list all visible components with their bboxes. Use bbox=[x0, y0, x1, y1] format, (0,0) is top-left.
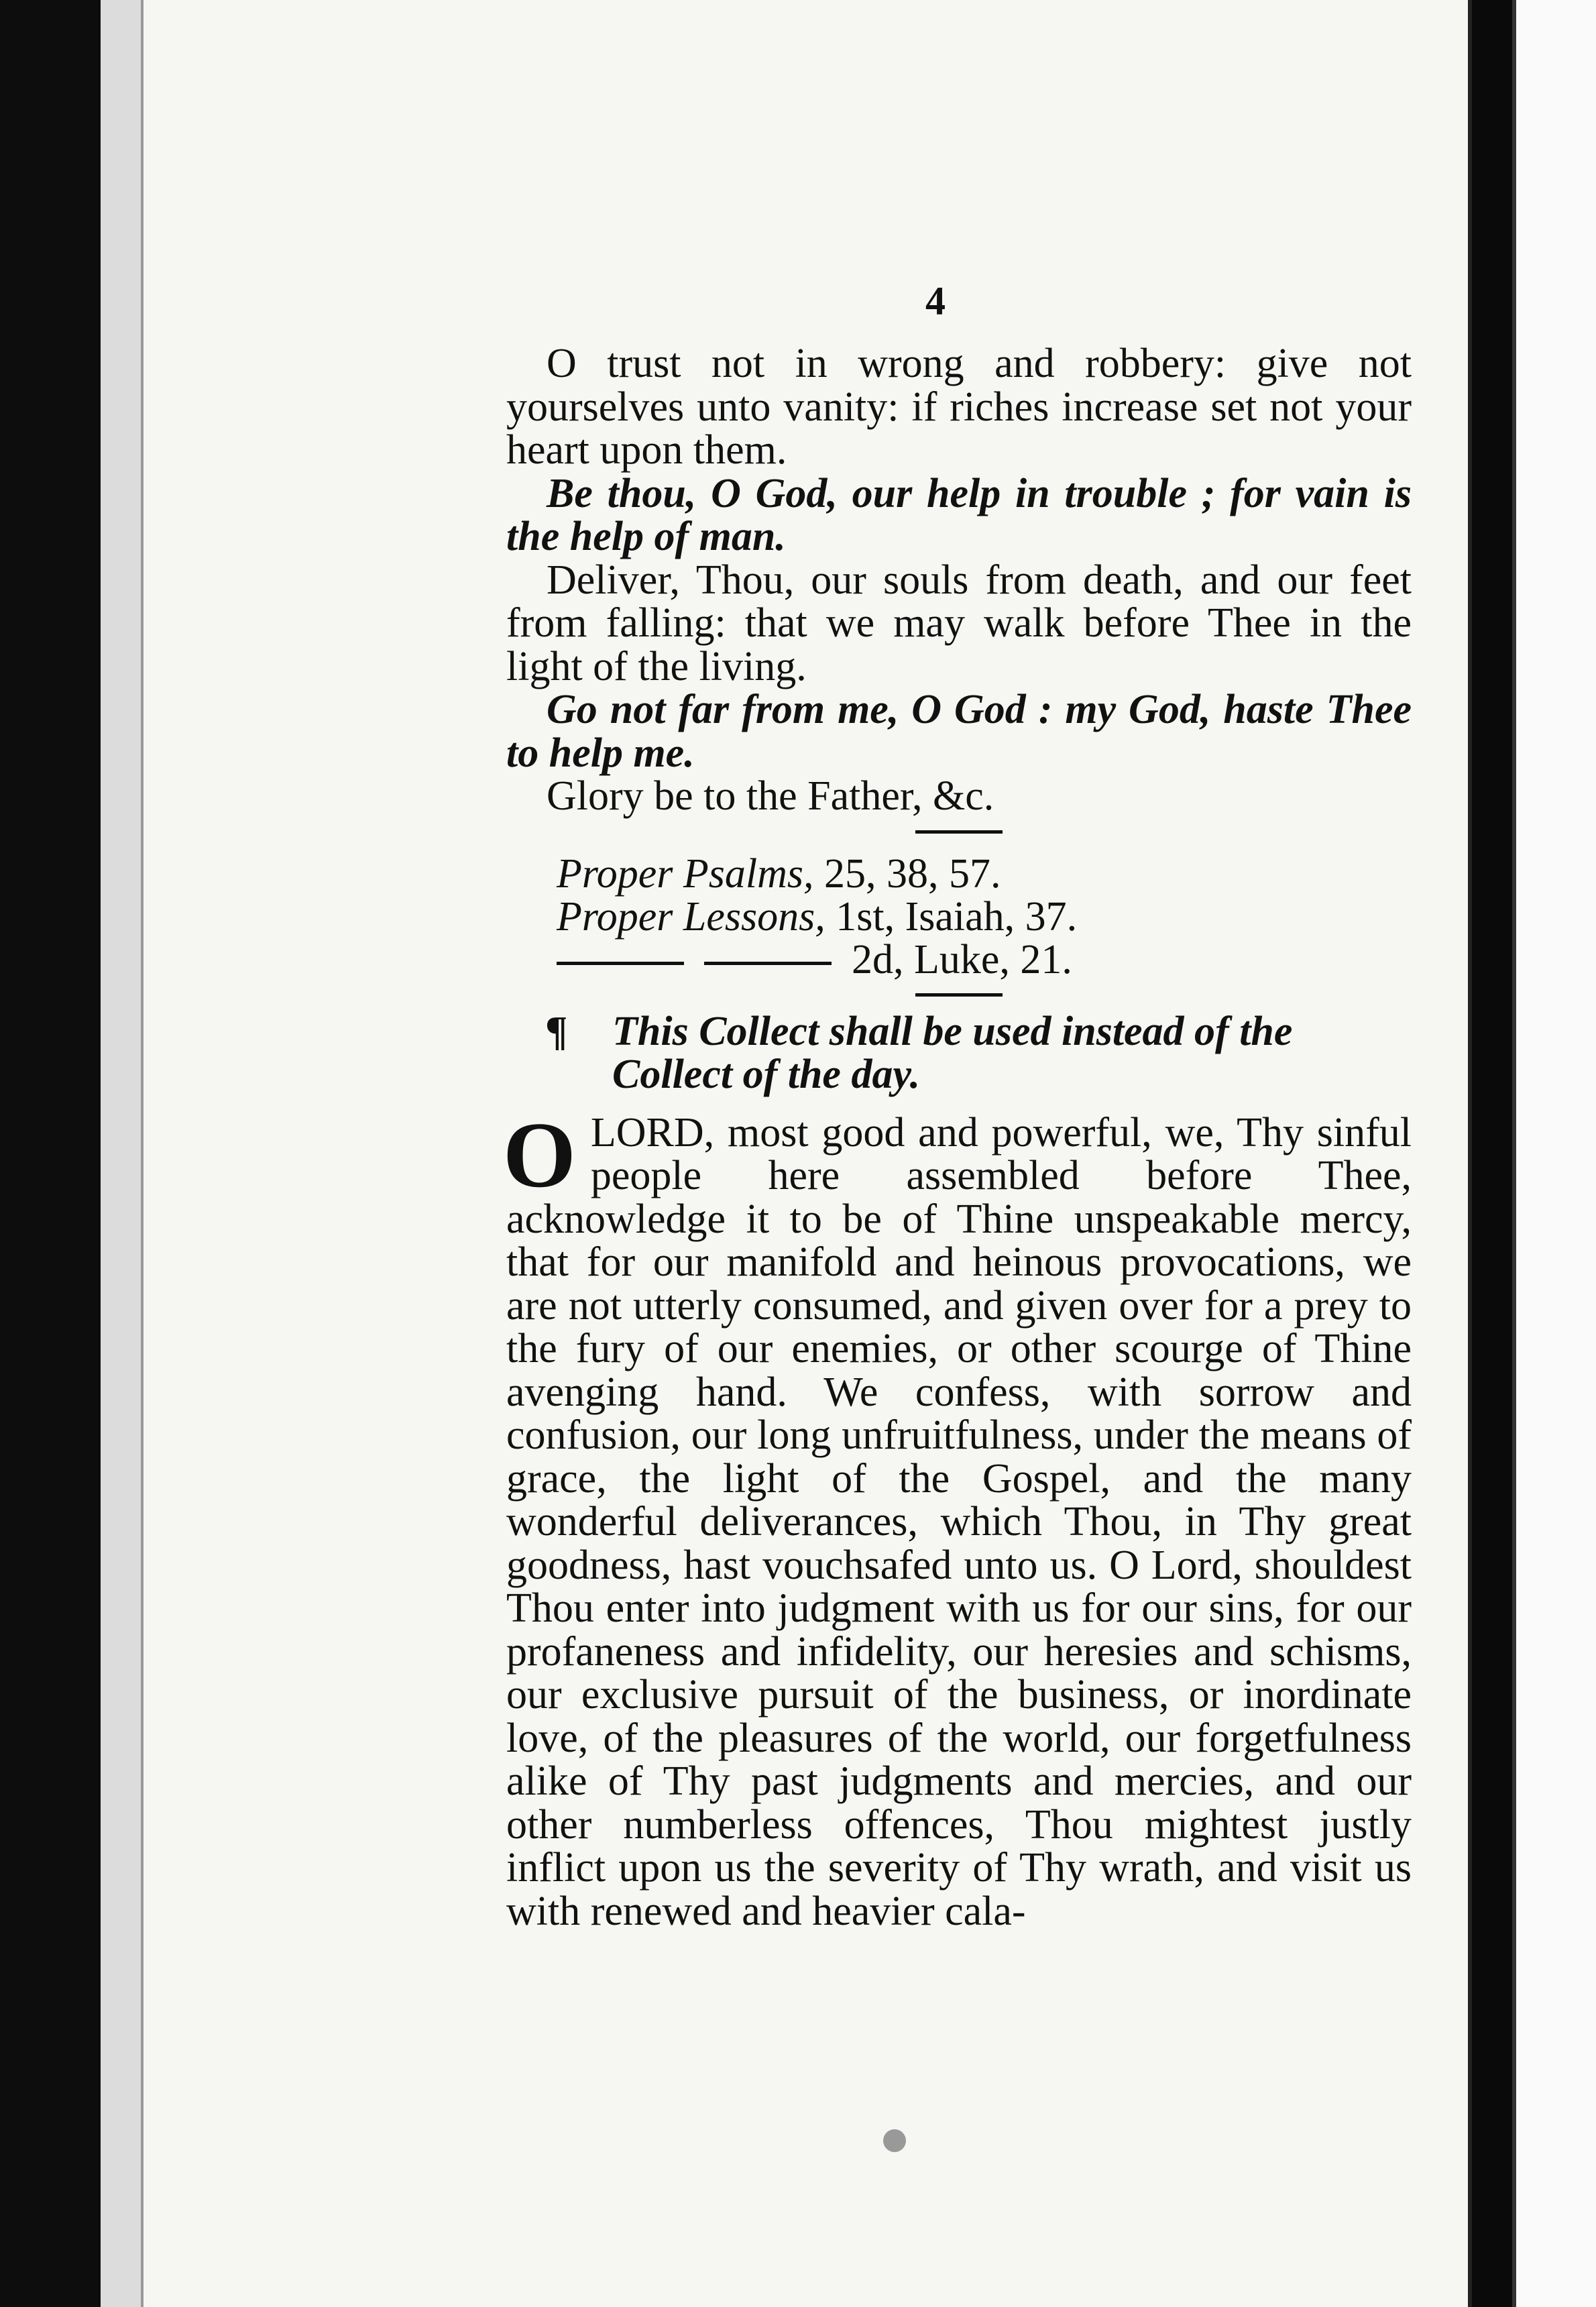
proper-lessons bbox=[557, 895, 1412, 938]
drop-cap: O bbox=[503, 1103, 576, 1207]
pilcrow-icon: ¶ bbox=[545, 1008, 568, 1054]
gloria: Glory be to the Father, &c. bbox=[547, 773, 994, 819]
proper-lessons-label: Proper Lessons, bbox=[557, 893, 825, 940]
previous-page-edge bbox=[101, 0, 143, 2307]
verse-1: O trust not in wrong and robbery: give not yourselves unto vanity: if riches increase set not your heart upon them. bbox=[506, 341, 1412, 473]
page-gutter bbox=[1472, 0, 1512, 2307]
proper-lessons-value: 1st, Isaiah, 37. bbox=[836, 893, 1078, 940]
facing-page-edge bbox=[1512, 0, 1596, 2307]
proper-psalms bbox=[557, 852, 1412, 895]
collect-prayer bbox=[503, 1103, 1412, 1934]
ditto-dash bbox=[704, 962, 832, 965]
rubric-text: This Collect shall be used instead of the Collect of the day. bbox=[612, 1008, 1293, 1097]
second-lesson-value: 2d, Luke, 21. bbox=[852, 936, 1072, 982]
verse-3: Deliver, Thou, our souls from death, and our feet from falling: that we may walk before Thee in the light of the living. bbox=[506, 557, 1412, 689]
rubric bbox=[506, 1010, 1412, 1096]
second-lesson bbox=[557, 938, 1412, 981]
divider-rule bbox=[915, 993, 1003, 997]
page-text bbox=[503, 341, 1412, 1934]
paper-blemish bbox=[883, 2129, 906, 2152]
verse-2-response: Be thou, O God, our help in trouble ; for vain is the help of man. bbox=[506, 470, 1412, 559]
verse-4-response: Go not far from me, O God : my God, haste Thee to help me. bbox=[506, 687, 1412, 776]
proper-psalms-label: Proper Psalms, bbox=[557, 850, 814, 897]
ditto-dash bbox=[557, 962, 684, 965]
proper-readings bbox=[557, 852, 1412, 981]
divider-rule bbox=[915, 830, 1003, 834]
proper-psalms-value: 25, 38, 57. bbox=[823, 850, 1001, 897]
scan-border-left bbox=[0, 0, 101, 2307]
page-number: 4 bbox=[925, 279, 946, 323]
collect-body: LORD, most good and powerful, we, Thy sinful people here assembled before Thee, acknowledge it to be of Thine unspeakable mercy, that for our manifold and heinous provocations, we are not utterly consumed, and given over for a prey to the fury of our enemies, or other scourge of Thine avenging hand. We confess, with sorrow and confusion, our long unfruitfulness, under the means of grace, the light of the Gospel, and the many wonderful deliverances, which Thou, in Thy great goodness, hast vouchsafed unto us. O Lord, shouldest Thou enter into judgment with us for our sins, for our profaneness and infidelity, our heresies and schisms, our exclusive pursuit of the business, or inordinate love, of the pleasures of the world, our forgetfulness alike of Thy past judgments and mercies, and our other numberless offences, Thou mightest justly inflict upon us the severity of Thy wrath, and visit us with renewed and heavier cala- bbox=[506, 1109, 1412, 1934]
